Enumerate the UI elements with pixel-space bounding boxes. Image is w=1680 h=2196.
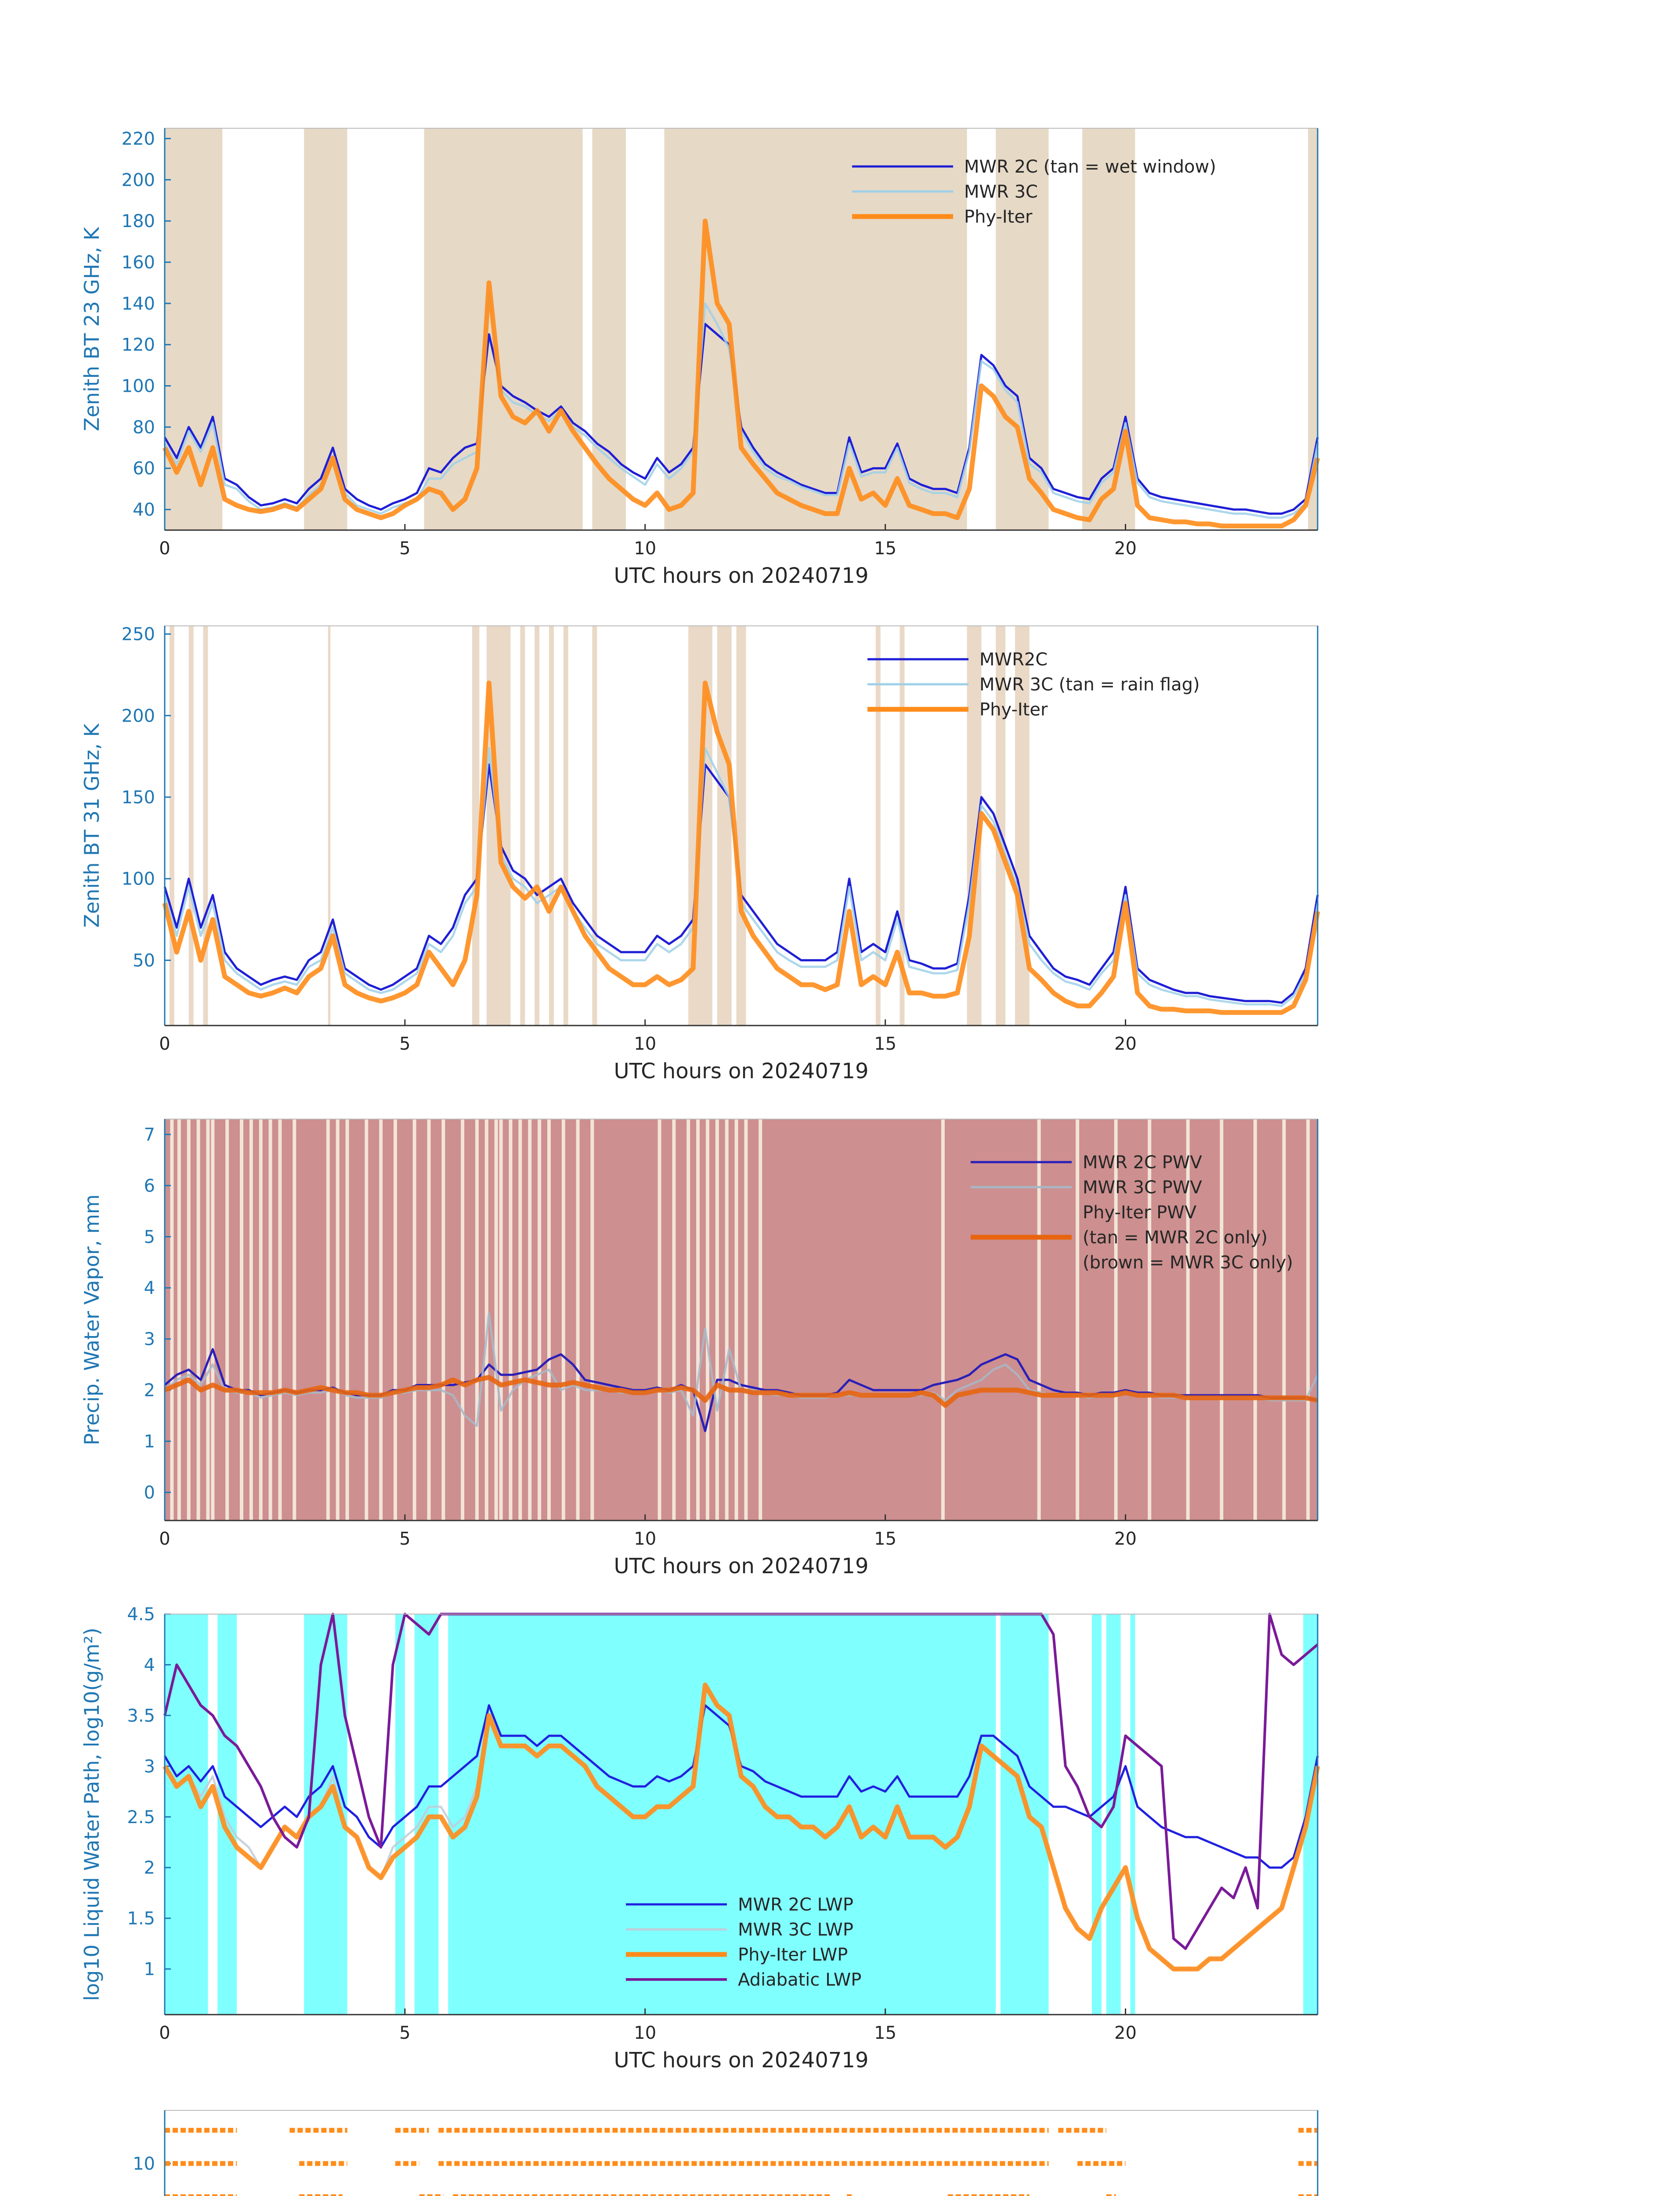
stripe-line bbox=[427, 1119, 431, 1521]
stripe-line bbox=[413, 1119, 416, 1521]
x-axis-label: UTC hours on 20240719 bbox=[614, 563, 869, 588]
y-tick-label: 1 bbox=[144, 1431, 155, 1452]
stripe-line bbox=[706, 1119, 709, 1521]
y-tick-label: 6 bbox=[144, 1176, 155, 1196]
stripe-line bbox=[576, 1119, 580, 1521]
stripe-line bbox=[528, 1119, 531, 1521]
y-tick-label: 100 bbox=[121, 869, 155, 889]
y-tick-label: 3 bbox=[144, 1756, 155, 1777]
x-axis-label: UTC hours on 20240719 bbox=[614, 1554, 869, 1578]
stripe-line bbox=[1306, 1119, 1310, 1521]
plot-frame bbox=[165, 2110, 1318, 2196]
stripe-line bbox=[336, 1119, 340, 1521]
stripe-line bbox=[206, 1119, 210, 1521]
stripe-line bbox=[1220, 1119, 1223, 1521]
x-tick-label: 10 bbox=[634, 1034, 657, 1054]
stripe-line bbox=[1076, 1119, 1079, 1521]
x-tick-label: 0 bbox=[159, 1034, 170, 1054]
legend-label: MWR 3C PWV bbox=[1083, 1177, 1202, 1198]
x-tick-label: 20 bbox=[1114, 1034, 1137, 1054]
y-tick-label: 220 bbox=[121, 129, 155, 149]
stripe-line bbox=[658, 1119, 661, 1521]
x-tick-label: 20 bbox=[1114, 1529, 1137, 1549]
x-tick-label: 5 bbox=[399, 538, 411, 559]
shade-interval bbox=[1082, 128, 1135, 530]
x-axis-label: UTC hours on 20240719 bbox=[614, 2048, 869, 2073]
y-tick-label: 100 bbox=[121, 376, 155, 397]
stripe-line bbox=[187, 1119, 191, 1521]
panel-lwp bbox=[80, 1604, 1318, 2073]
y-tick-label: 1.5 bbox=[127, 1908, 155, 1929]
stripe-line bbox=[725, 1119, 729, 1521]
stripe-line bbox=[538, 1119, 541, 1521]
x-tick-label: 10 bbox=[634, 2023, 657, 2043]
shade-interval bbox=[592, 626, 597, 1026]
y-axis-label: Zenith BT 23 GHz, K bbox=[80, 227, 104, 431]
stripe-line bbox=[249, 1119, 253, 1521]
stripe-line bbox=[686, 1119, 690, 1521]
y-tick-label: 160 bbox=[121, 253, 155, 273]
x-tick-label: 15 bbox=[874, 1529, 897, 1549]
legend-label: Adiabatic LWP bbox=[738, 1970, 862, 1990]
y-tick-label: 200 bbox=[121, 170, 155, 191]
x-tick-label: 5 bbox=[399, 1529, 411, 1549]
stripe-line bbox=[1037, 1119, 1041, 1521]
y-tick-label: 60 bbox=[133, 459, 155, 479]
shade-interval bbox=[304, 128, 347, 530]
stripe-line bbox=[518, 1119, 522, 1521]
y-tick-label: 3 bbox=[144, 1329, 155, 1350]
x-tick-label: 15 bbox=[874, 538, 897, 559]
panel-bt23 bbox=[80, 128, 1318, 588]
x-tick-label: 5 bbox=[399, 1034, 411, 1054]
x-tick-label: 15 bbox=[874, 1034, 897, 1054]
stripe-line bbox=[379, 1119, 383, 1521]
shade-interval bbox=[520, 626, 525, 1026]
stripe-line bbox=[394, 1119, 397, 1521]
stripe-line bbox=[495, 1119, 498, 1521]
x-tick-label: 20 bbox=[1114, 2023, 1137, 2043]
stripe-line bbox=[225, 1119, 229, 1521]
y-tick-label: 120 bbox=[121, 335, 155, 355]
stripe-line bbox=[177, 1119, 181, 1521]
x-tick-label: 10 bbox=[634, 1529, 657, 1549]
legend-label: (brown = MWR 3C only) bbox=[1083, 1253, 1293, 1273]
y-tick-label: 2 bbox=[144, 1858, 155, 1878]
legend-label: Phy-Iter PWV bbox=[1083, 1203, 1197, 1223]
stripe-line bbox=[509, 1119, 513, 1521]
shade-interval bbox=[564, 626, 568, 1026]
legend-label: (tan = MWR 2C only) bbox=[1083, 1228, 1268, 1248]
y-tick-label: 40 bbox=[133, 500, 155, 520]
legend-label: MWR 3C (tan = rain flag) bbox=[979, 675, 1200, 695]
legend-label: Phy-Iter bbox=[964, 207, 1033, 227]
legend-label: MWR 2C LWP bbox=[738, 1895, 853, 1915]
y-tick-label: 140 bbox=[121, 293, 155, 314]
stripe-line bbox=[735, 1119, 738, 1521]
y-tick-label: 7 bbox=[144, 1124, 155, 1145]
stripe-line bbox=[278, 1119, 282, 1521]
legend-label: MWR 3C LWP bbox=[738, 1920, 853, 1940]
x-tick-label: 0 bbox=[159, 1529, 170, 1549]
stripe-line bbox=[326, 1119, 330, 1521]
stripe-line bbox=[346, 1119, 349, 1521]
shade-interval bbox=[592, 128, 626, 530]
y-tick-label: 200 bbox=[121, 706, 155, 726]
x-tick-label: 15 bbox=[874, 2023, 897, 2043]
tick-layer bbox=[133, 2154, 1137, 2196]
y-tick-label: 50 bbox=[133, 950, 155, 971]
y-tick-label: 0 bbox=[144, 1482, 155, 1503]
y-tick-label: 150 bbox=[121, 787, 155, 808]
stripe-line bbox=[590, 1119, 594, 1521]
y-tick-label: 4 bbox=[144, 1655, 155, 1676]
legend-label: MWR2C bbox=[979, 650, 1048, 670]
panel-dq-flag bbox=[80, 2110, 1318, 2196]
y-tick-label: 80 bbox=[133, 417, 155, 438]
x-tick-label: 20 bbox=[1114, 538, 1137, 559]
shade-interval bbox=[1001, 1614, 1048, 2015]
stripe-line bbox=[715, 1119, 719, 1521]
shade-interval bbox=[737, 626, 746, 1026]
legend-label: MWR 3C bbox=[964, 182, 1038, 202]
stripe-line bbox=[293, 1119, 296, 1521]
stripe-line bbox=[759, 1119, 762, 1521]
x-tick-label: 10 bbox=[634, 538, 657, 559]
y-axis-label: Zenith BT 31 GHz, K bbox=[80, 723, 104, 928]
shade-interval bbox=[535, 626, 539, 1026]
y-tick-label: 180 bbox=[121, 211, 155, 232]
stripe-line bbox=[941, 1119, 945, 1521]
stripe-line bbox=[259, 1119, 263, 1521]
shade-interval bbox=[415, 1614, 439, 2015]
stripe-line bbox=[211, 1119, 214, 1521]
legend-label: MWR 2C PWV bbox=[1083, 1152, 1202, 1173]
shade-interval bbox=[328, 626, 330, 1026]
shade-interval bbox=[876, 626, 881, 1026]
series-layer bbox=[165, 2130, 1318, 2196]
legend bbox=[867, 650, 1200, 720]
stripe-line bbox=[499, 1119, 503, 1521]
stripe-line bbox=[170, 1119, 173, 1521]
shade-interval bbox=[189, 626, 194, 1026]
stripe-line bbox=[744, 1119, 748, 1521]
y-axis-label: log10 Liquid Water Path, log10(g/m²) bbox=[80, 1627, 104, 2001]
shade-interval bbox=[549, 626, 554, 1026]
x-axis-label: UTC hours on 20240719 bbox=[614, 1059, 869, 1084]
stripe-line bbox=[696, 1119, 700, 1521]
panel-bt31 bbox=[80, 625, 1318, 1084]
shade-interval bbox=[1130, 1614, 1135, 2015]
stripe-line bbox=[197, 1119, 200, 1521]
stripe-line bbox=[461, 1119, 464, 1521]
panel-pwv bbox=[80, 1119, 1318, 1578]
y-tick-label: 10 bbox=[133, 2153, 155, 2174]
stripe-line bbox=[441, 1119, 445, 1521]
legend-label: Phy-Iter LWP bbox=[738, 1945, 848, 1965]
stripe-line bbox=[475, 1119, 479, 1521]
stripe-line bbox=[672, 1119, 676, 1521]
legend-label: Phy-Iter bbox=[979, 700, 1048, 720]
stripe-line bbox=[240, 1119, 243, 1521]
stripe-line bbox=[269, 1119, 272, 1521]
stripe-line bbox=[365, 1119, 368, 1521]
y-tick-label: 2 bbox=[144, 1380, 155, 1401]
stripe-line bbox=[1282, 1119, 1286, 1521]
y-tick-label: 2.5 bbox=[127, 1807, 155, 1828]
shade-interval bbox=[170, 626, 174, 1026]
shade-interval bbox=[472, 626, 479, 1026]
legend-label: MWR 2C (tan = wet window) bbox=[964, 157, 1216, 177]
shade-interval bbox=[395, 1614, 405, 2015]
y-tick-label: 3.5 bbox=[127, 1705, 155, 1726]
stripe-line bbox=[547, 1119, 551, 1521]
x-tick-label: 0 bbox=[159, 2023, 170, 2043]
stripe-line bbox=[1254, 1119, 1257, 1521]
y-tick-label: 1 bbox=[144, 1959, 155, 1980]
x-tick-label: 0 bbox=[159, 538, 170, 559]
shade-interval bbox=[717, 626, 732, 1026]
shade-interval bbox=[203, 626, 208, 1026]
y-tick-label: 4.5 bbox=[127, 1604, 155, 1625]
x-tick-label: 5 bbox=[399, 2023, 411, 2043]
y-tick-label: 4 bbox=[144, 1278, 155, 1299]
shade-interval bbox=[165, 1614, 208, 2015]
y-tick-label: 5 bbox=[144, 1227, 155, 1247]
y-axis-label: Precip. Water Vapor, mm bbox=[80, 1194, 104, 1445]
stripe-line bbox=[562, 1119, 565, 1521]
y-tick-label: 250 bbox=[121, 624, 155, 645]
